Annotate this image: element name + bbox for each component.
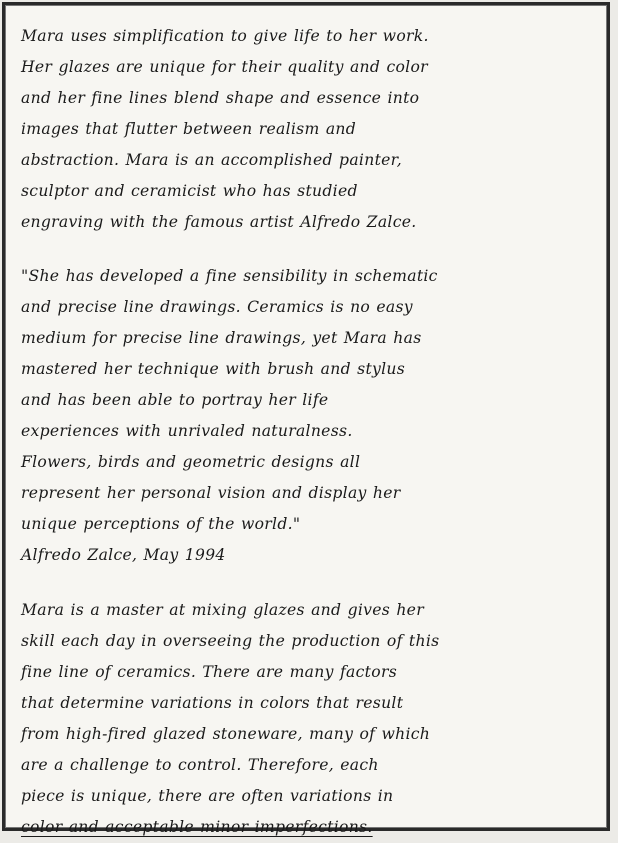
text-line: and her fine lines blend shape and essence into [21, 89, 420, 107]
text-line: are a challenge to control. Therefore, each [21, 756, 379, 774]
text-line: mastered her technique with brush and stylus [21, 360, 406, 378]
text-line: Her glazes are unique for their quality and color [21, 58, 428, 76]
text-line: piece is unique, there are often variations in [21, 787, 394, 805]
paragraph-spacer [21, 571, 595, 595]
text-line: from high-fired glazed stoneware, many of which [21, 725, 431, 743]
page-border-frame [2, 2, 610, 836]
text-line: skill each day in overseeing the production of this [21, 632, 440, 650]
text-line: abstraction. Mara is an accomplished painter, [21, 151, 402, 169]
text-line: "She has developed a fine sensibility in schematic [21, 267, 438, 285]
text-line: unique perceptions of the world." [21, 515, 301, 533]
text-line: Mara is a master at mixing glazes and gives her [21, 601, 424, 619]
document-body [21, 21, 595, 843]
text-line: images that flutter between realism and [21, 120, 357, 138]
paragraph-quote [21, 261, 595, 571]
text-line: and has been able to portray her life [21, 391, 329, 409]
paragraph-spacer [21, 238, 595, 261]
text-line: sculptor and ceramicist who has studied [21, 182, 358, 200]
text-line: experiences with unrivaled naturalness. [21, 422, 353, 440]
text-line: that determine variations in colors that result [21, 694, 404, 712]
text-line: medium for precise line drawings, yet Mara has [21, 329, 422, 347]
text-line: Mara uses simplification to give life to her work. [21, 27, 429, 45]
text-line: fine line of ceramics. There are many factors [21, 663, 397, 681]
underlined-text-line: color and acceptable minor imperfections. [21, 818, 373, 836]
text-line: Flowers, birds and geometric designs all [21, 453, 361, 471]
paragraph-intro [21, 21, 595, 238]
quote-attribution: Alfredo Zalce, May 1994 [21, 546, 226, 564]
text-line: represent her personal vision and display her [21, 484, 401, 502]
text-line: and precise line drawings. Ceramics is no easy [21, 298, 413, 316]
text-line: engraving with the famous artist Alfredo Zalce. [21, 213, 417, 231]
paragraph-glazes [21, 595, 595, 843]
